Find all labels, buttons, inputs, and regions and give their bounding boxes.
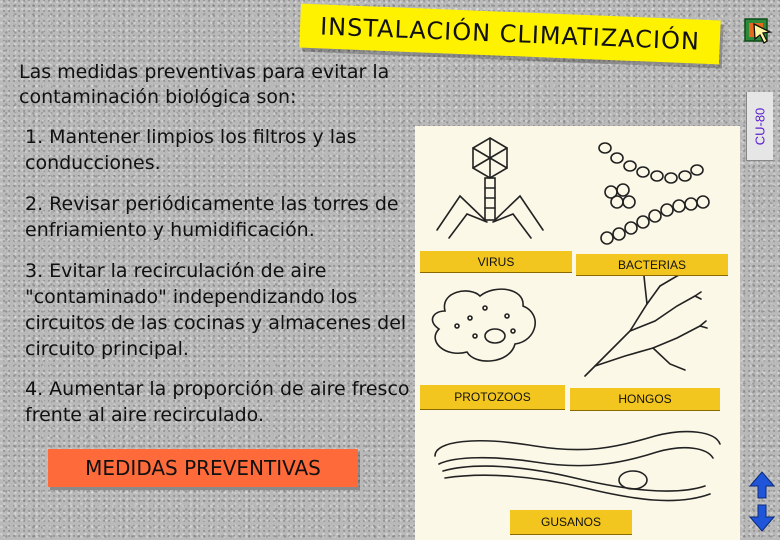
worm-drawing (435, 432, 720, 501)
label-virus: VIRUS (420, 251, 572, 273)
microorganisms-illustration (415, 126, 740, 540)
measure-item-1: 1. Mantener limpios los filtros y las conducciones. (25, 126, 357, 174)
page-title: INSTALACIÓN CLIMATIZACIÓN (319, 12, 701, 56)
preventive-measures-button[interactable]: MEDIDAS PREVENTIVAS (48, 449, 358, 487)
measure-item-2: 2. Revisar periódicamente las torres de enfriamiento y humidificación. (25, 193, 399, 241)
label-bacterias: BACTERIAS (576, 254, 728, 276)
virus-drawing (437, 138, 543, 238)
intro-text: Las medidas preventivas para evitar la contaminación biológica son: (19, 61, 390, 108)
protozoa-drawing (432, 289, 535, 361)
measure-item-4: 4. Aumentar la proporción de aire fresco frente al aire recirculado. (25, 378, 410, 426)
label-protozoos: PROTOZOOS (420, 385, 565, 410)
label-hongos: HONGOS (570, 388, 720, 411)
scroll-up-arrow-icon[interactable] (749, 470, 775, 500)
fungi-drawing (585, 260, 719, 376)
label-gusanos: GUSANOS (510, 510, 632, 535)
section-code: CU-80 (752, 107, 768, 145)
exit-icon[interactable] (744, 18, 774, 46)
section-code-tab (746, 92, 773, 161)
scroll-down-arrow-icon[interactable] (749, 503, 775, 533)
microorganisms-drawing (415, 126, 740, 540)
bacteria-drawing (599, 143, 709, 244)
page-title-banner (299, 4, 720, 65)
measure-item-3: 3. Evitar la recirculación de aire "contaminado" independizando los circuitos de las cocinas y almacenes del circuito principal. (25, 260, 407, 360)
